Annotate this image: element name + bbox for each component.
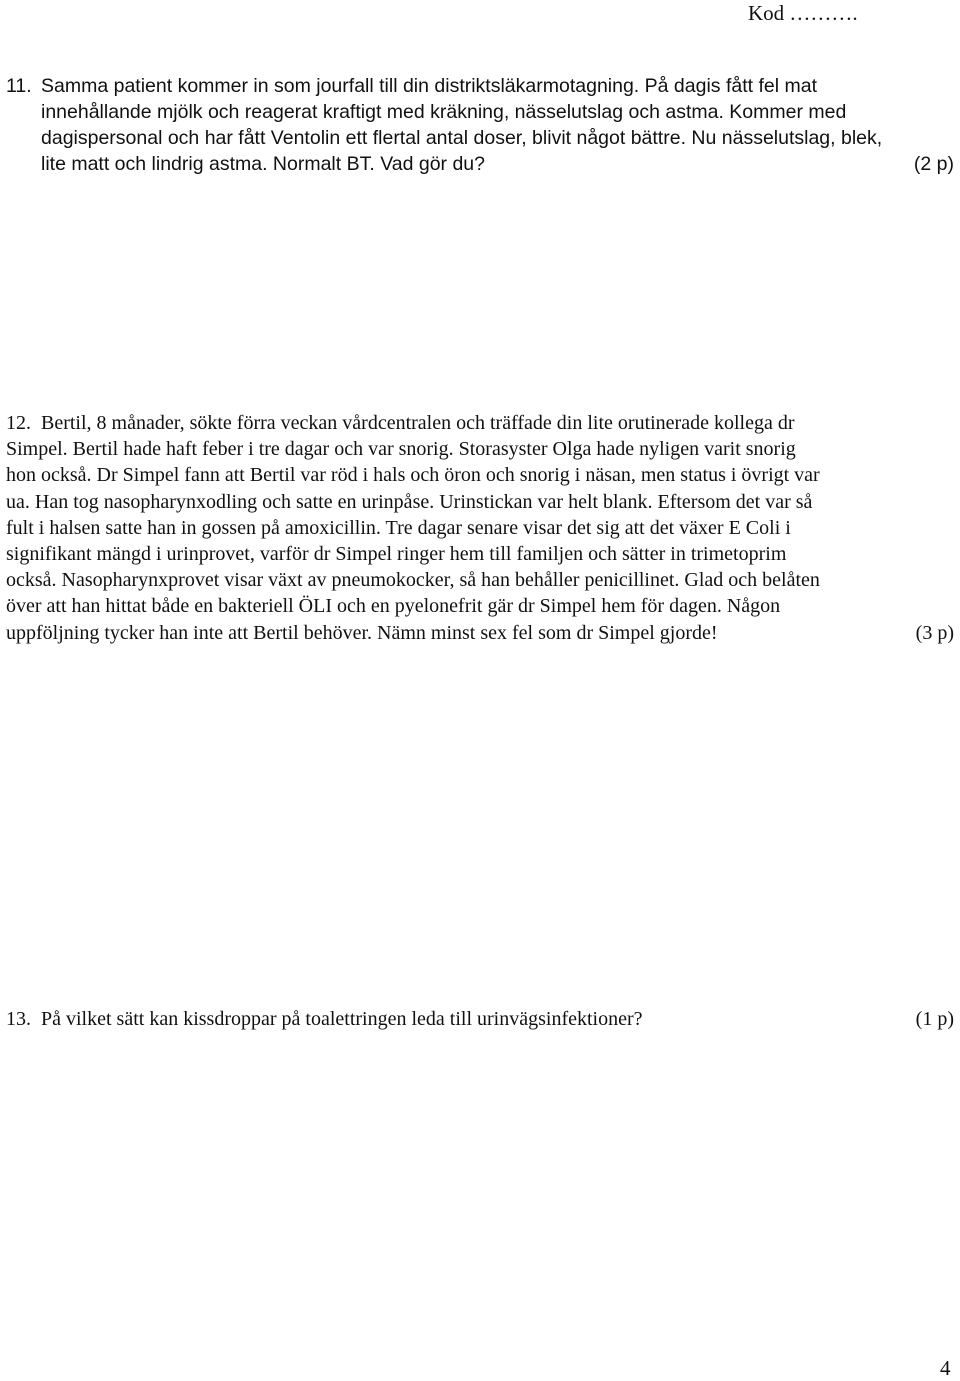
question-13-points: (1 p): [915, 1008, 954, 1030]
question-11-line-3: [6, 125, 954, 151]
question-13-line-1: [6, 1006, 954, 1032]
question-12-line-9: [6, 620, 954, 646]
question-12-line-3: [6, 462, 954, 488]
question-12-text-line: signifikant mängd i urinprovet, varför dr Simpel ringer hem till familjen och sätter in trimetoprim: [6, 542, 787, 565]
question-12-line-8: [6, 593, 954, 619]
question-13-text: På vilket sätt kan kissdroppar på toalettringen leda till urinvägsinfektioner?: [41, 1008, 643, 1030]
question-12-line-1: [6, 410, 954, 436]
question-11-line-4: [6, 151, 954, 177]
question-12-text-line: fult i halsen satte han in gossen på amoxicillin. Tre dagar senare visar det sig att det växer E Coli i: [6, 516, 791, 539]
question-11-line-1: [6, 73, 954, 99]
question-12-text-line: också. Nasopharynxprovet visar växt av pneumokocker, så han behåller penicillinet. Glad och belåten: [6, 569, 820, 592]
question-11-text-line: dagispersonal och har fått Ventolin ett flertal antal doser, blivit något bättre. Nu nässelutslag, blek,: [41, 127, 883, 149]
question-12-line-5: [6, 515, 954, 541]
question-12-line-2: [6, 436, 954, 462]
question-12-line-6: [6, 541, 954, 567]
question-12-number: 12.: [6, 412, 31, 434]
exam-code-label: Kod ……….: [748, 1, 858, 25]
question-12-text-line: ua. Han tog nasopharynxodling och satte en urinpåse. Urinstickan var helt blank. Eftersom det var så: [6, 490, 813, 513]
question-13-number: 13.: [6, 1008, 31, 1030]
question-12-text-line: hon också. Dr Simpel fann att Bertil var röd i hals och öron och snorig i näsan, men status i övrigt var: [6, 464, 820, 487]
question-12-text-line: över att han hittat både en bakteriell ÖLI och en pyelonefrit gär dr Simpel hem för dagen. Någon: [6, 595, 781, 618]
question-11: [6, 73, 954, 177]
question-12-line-7: [6, 567, 954, 593]
question-12-text-line: Bertil, 8 månader, sökte förra veckan vårdcentralen och träffade din lite orutinerade kollega dr: [41, 412, 795, 434]
question-12-text-line: Simpel. Bertil hade haft feber i tre dagar och var snorig. Storasyster Olga hade nyligen varit snorig: [6, 438, 796, 461]
question-11-text-line: Samma patient kommer in som jourfall till din distriktsläkarmotagning. På dagis fått fel mat: [41, 75, 817, 97]
question-12-line-4: [6, 489, 954, 515]
question-13: [6, 1006, 954, 1032]
question-11-points: (2 p): [913, 153, 954, 175]
question-12-text-line: uppföljning tycker han inte att Bertil behöver. Nämn minst sex fel som dr Simpel gjorde!: [6, 621, 718, 644]
question-12-points: (3 p): [915, 621, 954, 644]
question-11-text-line: lite matt och lindrig astma. Normalt BT. Vad gör du?: [41, 153, 485, 175]
question-11-number: 11.: [6, 75, 32, 97]
page-number: 4: [940, 1356, 951, 1380]
question-11-line-2: [6, 99, 954, 125]
question-11-text-line: innehållande mjölk och reagerat kraftigt med kräkning, nässelutslag och astma. Kommer med: [41, 101, 847, 123]
question-12: [6, 410, 954, 646]
